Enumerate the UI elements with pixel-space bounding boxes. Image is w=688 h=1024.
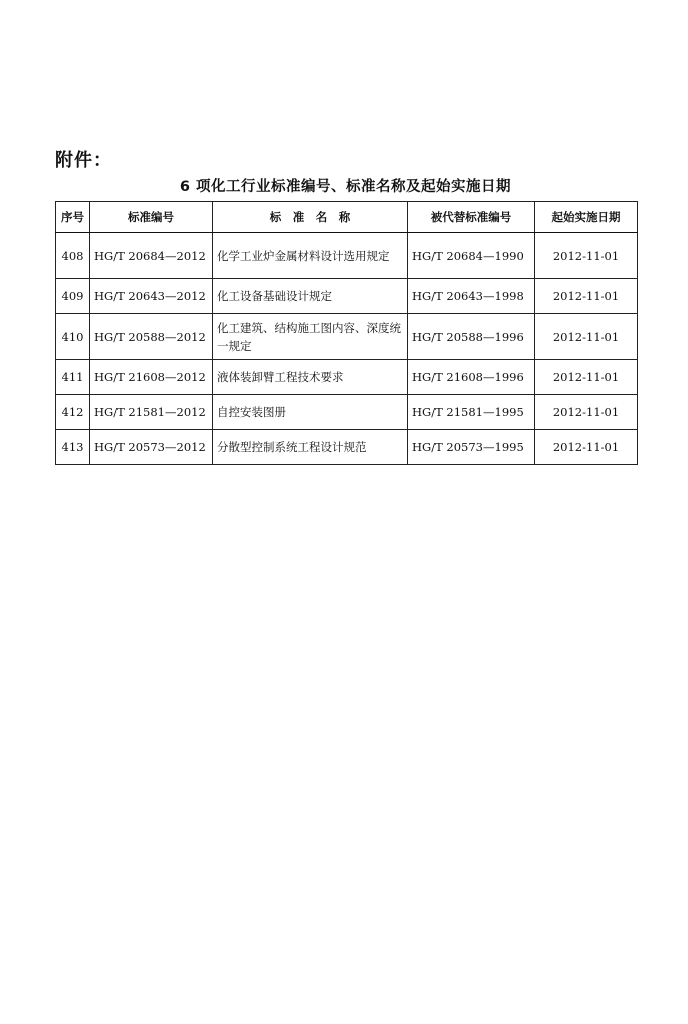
table-row xyxy=(56,395,638,430)
replaced-code-cell: HG/T 21581—1995 xyxy=(408,395,535,430)
standard-code-cell: HG/T 20684—2012 xyxy=(90,233,213,279)
header-standard-code: 标准编号 xyxy=(90,202,213,233)
standard-name-cell: 化工建筑、结构施工图内容、深度统一规定 xyxy=(213,314,408,360)
serial-no-cell: 409 xyxy=(56,279,90,314)
effective-date-cell: 2012-11-01 xyxy=(535,279,638,314)
standard-name-cell: 化工设备基础设计规定 xyxy=(213,279,408,314)
table-row xyxy=(56,314,638,360)
standard-code-cell: HG/T 21608—2012 xyxy=(90,360,213,395)
header-replaced-code: 被代替标准编号 xyxy=(408,202,535,233)
serial-no-cell: 413 xyxy=(56,430,90,465)
standards-table xyxy=(55,201,638,465)
document-title: 6 项化工行业标准编号、标准名称及起始实施日期 xyxy=(179,179,512,195)
replaced-code-cell: HG/T 21608—1996 xyxy=(408,360,535,395)
table-row xyxy=(56,233,638,279)
header-effective-date: 起始实施日期 xyxy=(535,202,638,233)
attachment-label: 附件： xyxy=(55,150,112,171)
replaced-code-cell: HG/T 20588—1996 xyxy=(408,314,535,360)
table-row xyxy=(56,279,638,314)
standard-code-cell: HG/T 20573—2012 xyxy=(90,430,213,465)
standard-name-cell: 化学工业炉金属材料设计选用规定 xyxy=(213,233,408,279)
effective-date-cell: 2012-11-01 xyxy=(535,233,638,279)
effective-date-cell: 2012-11-01 xyxy=(535,314,638,360)
serial-no-cell: 408 xyxy=(56,233,90,279)
replaced-code-cell: HG/T 20643—1998 xyxy=(408,279,535,314)
standard-name-cell: 液体装卸臂工程技术要求 xyxy=(213,360,408,395)
replaced-code-cell: HG/T 20573—1995 xyxy=(408,430,535,465)
replaced-code-cell: HG/T 20684—1990 xyxy=(408,233,535,279)
serial-no-cell: 411 xyxy=(56,360,90,395)
table-row xyxy=(56,430,638,465)
standard-name-cell: 自控安装图册 xyxy=(213,395,408,430)
standard-name-cell: 分散型控制系统工程设计规范 xyxy=(213,430,408,465)
table-row xyxy=(56,360,638,395)
standard-code-cell: HG/T 21581—2012 xyxy=(90,395,213,430)
effective-date-cell: 2012-11-01 xyxy=(535,395,638,430)
header-serial-no: 序号 xyxy=(56,202,90,233)
table-header-row xyxy=(56,202,638,233)
serial-no-cell: 410 xyxy=(56,314,90,360)
effective-date-cell: 2012-11-01 xyxy=(535,430,638,465)
standard-code-cell: HG/T 20588—2012 xyxy=(90,314,213,360)
standard-code-cell: HG/T 20643—2012 xyxy=(90,279,213,314)
header-standard-name: 标 准 名 称 xyxy=(213,202,408,233)
serial-no-cell: 412 xyxy=(56,395,90,430)
effective-date-cell: 2012-11-01 xyxy=(535,360,638,395)
